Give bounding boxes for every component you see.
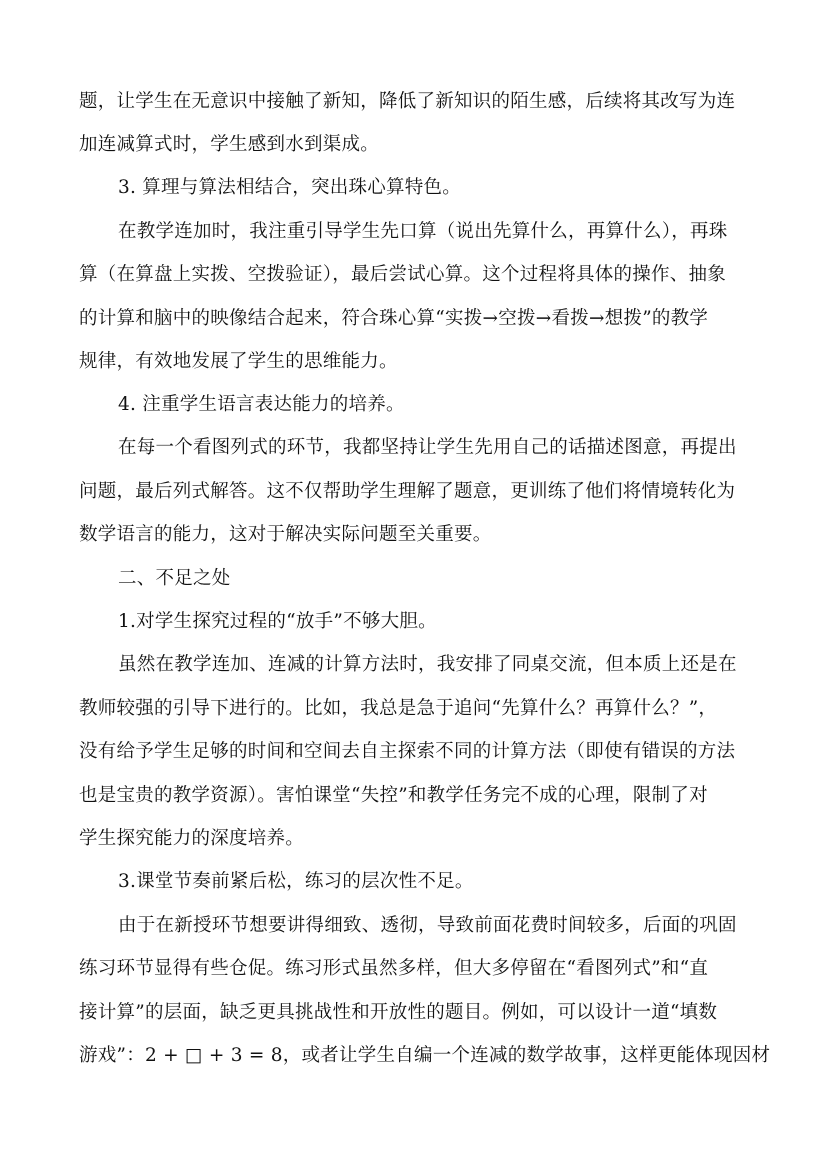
section-heading-shortcomings: 二、不足之处: [118, 568, 231, 589]
paragraph-line-16: 没有给予学生足够的时间和空间去自主探索不同的计算方法（即使有错误的方法: [79, 741, 736, 762]
paragraph-line-4: 在教学连加时，我注重引导学生先口算（说出先算什么，再算什么），再珠: [118, 221, 728, 242]
subsection-heading-1: 1.对学生探究过程的“放手”不够大胆。: [118, 611, 437, 632]
paragraph-line-21: 练习环节显得有些仓促。练习形式虽然多样，但大多停留在“看图列式”和“直: [79, 958, 709, 979]
paragraph-line-7: 规律，有效地发展了学生的思维能力。: [79, 351, 398, 372]
paragraph-line-9: 在每一个看图列式的环节，我都坚持让学生先用自己的话描述图意，再提出: [118, 437, 737, 458]
paragraph-line-5: 算（在算盘上实拨、空拨验证），最后尝试心算。这个过程将具体的操作、抽象: [79, 264, 727, 285]
paragraph-line-15: 教师较强的引导下进行的。比如，我总是急于追问“先算什么？再算什么？”，: [79, 698, 718, 719]
paragraph-line-23: 游戏”：2 + □ + 3 = 8，或者让学生自编一个连减的数学故事，这样更能体现因材: [79, 1045, 771, 1066]
section-heading-3: 3. 算理与算法相结合，突出珠心算特色。: [118, 177, 462, 198]
subsection-heading-3: 3.课堂节奏前紧后松，练习的层次性不足。: [118, 871, 474, 892]
section-heading-4: 4. 注重学生语言表达能力的培养。: [118, 394, 405, 415]
paragraph-line-17: 也是宝贵的教学资源）。害怕课堂“失控”和教学任务完不成的心理，限制了对: [79, 785, 708, 806]
paragraph-line-2: 加连减算式时，学生感到水到渠成。: [79, 134, 380, 155]
paragraph-line-6: 的计算和脑中的映像结合起来，符合珠心算“实拨→空拨→看拨→想拨”的教学: [79, 308, 709, 329]
paragraph-line-10: 问题，最后列式解答。这不仅帮助学生理解了题意，更训练了他们将情境转化为: [79, 481, 736, 502]
paragraph-line-1: 题，让学生在无意识中接触了新知，降低了新知识的陌生感，后续将其改写为连: [79, 91, 736, 112]
paragraph-line-11: 数学语言的能力，这对于解决实际问题至关重要。: [79, 524, 492, 545]
paragraph-line-14: 虽然在教学连加、连减的计算方法时，我安排了同桌交流，但本质上还是在: [118, 654, 737, 675]
paragraph-line-20: 由于在新授环节想要讲得细致、透彻，导致前面花费时间较多，后面的巩固: [118, 915, 737, 936]
paragraph-line-18: 学生探究能力的深度培养。: [79, 828, 305, 849]
paragraph-line-22: 接计算”的层面，缺乏更具挑战性和开放性的题目。例如，可以设计一道“填数: [79, 1002, 718, 1023]
